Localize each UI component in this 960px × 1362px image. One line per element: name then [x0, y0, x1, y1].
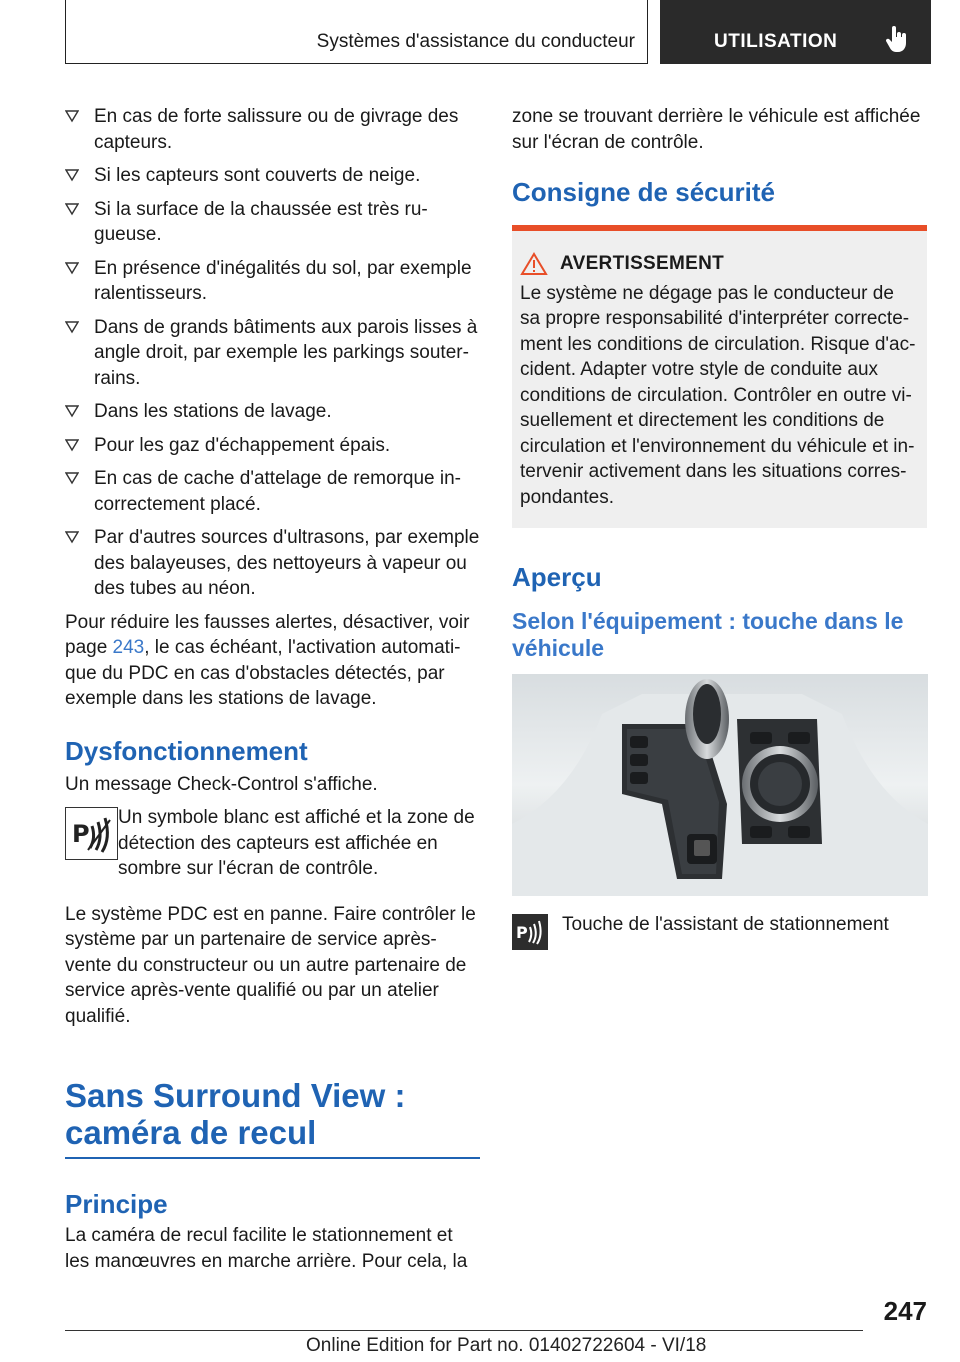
triangle-bullet-icon	[65, 404, 79, 418]
warning-box	[512, 225, 927, 528]
triangle-bullet-icon	[65, 438, 79, 452]
section-title-block	[65, 1077, 480, 1159]
hand-pointer-icon	[886, 26, 910, 54]
triangle-bullet-icon	[65, 109, 79, 123]
triangle-bullet-icon	[65, 320, 79, 334]
right-column	[512, 104, 927, 950]
parking-assistant-icon	[512, 914, 548, 950]
list-item: En cas de cache d'attelage de remorque incorrectement placé.	[65, 466, 480, 517]
footer-divider	[65, 1330, 863, 1331]
list-item: Dans de grands bâtiments aux parois lisses à angle droit, par exemple les parkings souterrains.	[65, 315, 480, 392]
principle-heading: Principe	[65, 1189, 168, 1219]
svg-text:P: P	[516, 923, 528, 942]
pdc-symbol-row	[65, 805, 480, 882]
limitations-list	[65, 104, 480, 602]
continued-text: zone se trouvant derrière le véhicule est affichée sur l'écran de contrôle.	[512, 106, 921, 153]
triangle-bullet-icon	[65, 530, 79, 544]
malfunction-heading: Dysfonctionnement	[65, 735, 308, 766]
list-item: Par d'autres sources d'ultrasons, par exemple des balayeuses, des nettoyeurs à vapeur ou des tubes au néon.	[65, 525, 480, 602]
malfunction-intro: Un message Check-Control s'affiche.	[65, 773, 378, 795]
warning-title: AVERTISSEMENT	[560, 253, 725, 274]
triangle-bullet-icon	[65, 471, 79, 485]
principle-text: La caméra de recul facilite le stationnement et les manœuvres en marche arrière. Pour cela, la	[65, 1225, 468, 1272]
caption-row	[512, 912, 927, 950]
symbol-description: Un symbole blanc est affiché et la zone de détection des capteurs est affichée en sombre sur l'écran de contrôle.	[118, 807, 475, 879]
footer-edition: Online Edition for Part no. 01402722604 - VI/18	[306, 1335, 707, 1356]
list-item: Pour les gaz d'échappement épais.	[65, 433, 480, 459]
warning-text: Le système ne dégage pas le conducteur de sa propre responsabilité d'interpréter correctement les conditions de circulation. Risque d'accident. Adapter votre style de conduite aux conditions de circulation. Contrôler en outre visuellement et directement les conditions de circulation et l'environnement du véhicule et intervenir activement dans les situations correspondantes.	[520, 282, 916, 508]
triangle-bullet-icon	[65, 261, 79, 275]
header-section-title: Systèmes d'assistance du conducteur	[316, 31, 635, 52]
header-section-box	[65, 0, 648, 64]
section-title: Sans Surround View : caméra de recul	[65, 1077, 406, 1151]
list-item: Si la surface de la chaussée est très rugueuse.	[65, 197, 480, 248]
page-link[interactable]: 243	[112, 637, 145, 658]
left-column	[65, 104, 480, 1284]
triangle-bullet-icon	[65, 202, 79, 216]
caption-text: Touche de l'assistant de stationnement	[562, 914, 889, 935]
list-item: Dans les stations de lavage.	[65, 399, 480, 425]
warning-triangle-icon	[520, 252, 548, 276]
pdc-warning-symbol-icon	[65, 807, 118, 860]
equipment-heading: Selon l'équipement : touche dans le véhicule	[512, 608, 904, 661]
overview-heading: Aperçu	[512, 562, 602, 592]
list-item: En cas de forte salissure ou de givrage des capteurs.	[65, 104, 480, 155]
malfunction-paragraph: Le système PDC est en panne. Faire contrôler le système par un partenaire de service après-vente du constructeur ou un autre partenaire de service après-vente qualifié ou par un atelier qualifié.	[65, 903, 476, 1027]
header-chapter-title: UTILISATION	[714, 31, 838, 52]
center-console-photo	[512, 674, 928, 896]
svg-text:P: P	[71, 819, 90, 848]
safety-heading: Consigne de sécurité	[512, 177, 775, 207]
false-alarm-paragraph: Pour réduire les fausses alertes, désactiver, voir page 243, le cas échéant, l'activation automatique du PDC en cas d'obstacles détectés, par exemple dans les stations de lavage.	[65, 611, 470, 709]
header-chapter-tab	[660, 0, 931, 64]
triangle-bullet-icon	[65, 168, 79, 182]
list-item: Si les capteurs sont couverts de neige.	[65, 163, 480, 189]
list-item: En présence d'inégalités du sol, par exemple ralentisseurs.	[65, 256, 480, 307]
page-number: 247	[883, 1296, 927, 1326]
